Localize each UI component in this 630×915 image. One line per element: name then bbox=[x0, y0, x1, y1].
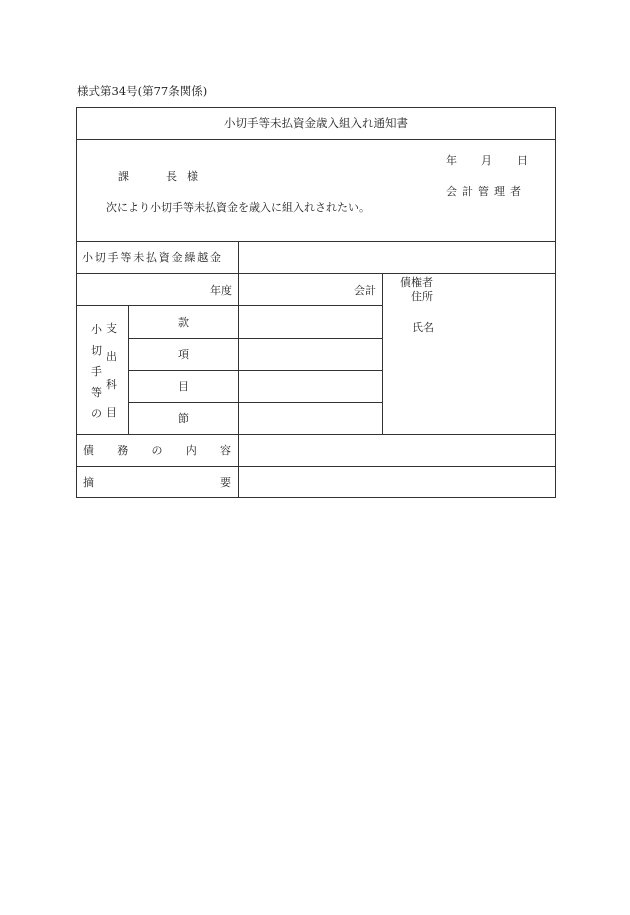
item-moku: 目 bbox=[178, 380, 189, 393]
carryover-label: 小切手等未払資金繰越金 bbox=[82, 251, 223, 264]
obligation-label bbox=[83, 445, 231, 456]
obligation-char: の bbox=[151, 444, 163, 457]
date-day: 日 bbox=[517, 154, 528, 167]
side-label-left-2: 切 bbox=[91, 344, 102, 357]
addressee-sama: 様 bbox=[187, 170, 198, 183]
divider bbox=[76, 305, 382, 306]
divider bbox=[128, 305, 129, 434]
divider bbox=[76, 241, 556, 242]
year-label: 年度 bbox=[210, 284, 232, 297]
addressee-ka: 課 bbox=[118, 170, 129, 183]
divider bbox=[76, 273, 556, 274]
creditor-address-label: 住所 bbox=[411, 290, 433, 303]
obligation-char: 債 bbox=[83, 444, 94, 457]
item-kou: 項 bbox=[178, 348, 189, 361]
addressee-cho: 長 bbox=[166, 170, 177, 183]
summary-char: 摘 bbox=[83, 476, 94, 489]
side-label-left-5: の bbox=[91, 407, 102, 420]
body-text: 次により小切手等未払資金を歳入に組入れされたい。 bbox=[106, 201, 370, 214]
obligation-char: 容 bbox=[220, 444, 231, 457]
account-label: 会計 bbox=[354, 284, 376, 297]
side-label-right-4: 目 bbox=[106, 406, 117, 419]
divider bbox=[128, 402, 382, 403]
side-label-right-2: 出 bbox=[106, 350, 117, 363]
form-title: 小切手等未払資金歳入組入れ通知書 bbox=[224, 116, 408, 130]
divider bbox=[238, 241, 239, 498]
form-number: 様式第34号(第77条関係) bbox=[77, 84, 208, 98]
divider bbox=[128, 338, 382, 339]
summary-label bbox=[83, 477, 231, 488]
date-year: 年 bbox=[446, 154, 457, 167]
divider bbox=[76, 139, 556, 140]
divider bbox=[128, 370, 382, 371]
obligation-char: 内 bbox=[185, 444, 197, 457]
side-label-left-3: 手 bbox=[91, 365, 102, 378]
sender: 会計管理者 bbox=[446, 185, 526, 198]
side-label-right-3: 科 bbox=[106, 378, 117, 391]
side-label-left-1: 小 bbox=[91, 323, 102, 336]
divider bbox=[76, 434, 556, 435]
item-kan: 款 bbox=[178, 316, 189, 329]
obligation-char: 務 bbox=[117, 444, 129, 457]
creditor-name-label: 氏名 bbox=[412, 321, 434, 334]
summary-char: 要 bbox=[220, 476, 231, 489]
divider bbox=[382, 273, 383, 434]
side-label-right-1: 支 bbox=[106, 322, 117, 335]
divider bbox=[76, 466, 556, 467]
date-month: 月 bbox=[481, 154, 492, 167]
item-setsu: 節 bbox=[178, 412, 189, 425]
side-label-left-4: 等 bbox=[91, 386, 102, 399]
creditor-label: 債権者 bbox=[400, 276, 433, 289]
